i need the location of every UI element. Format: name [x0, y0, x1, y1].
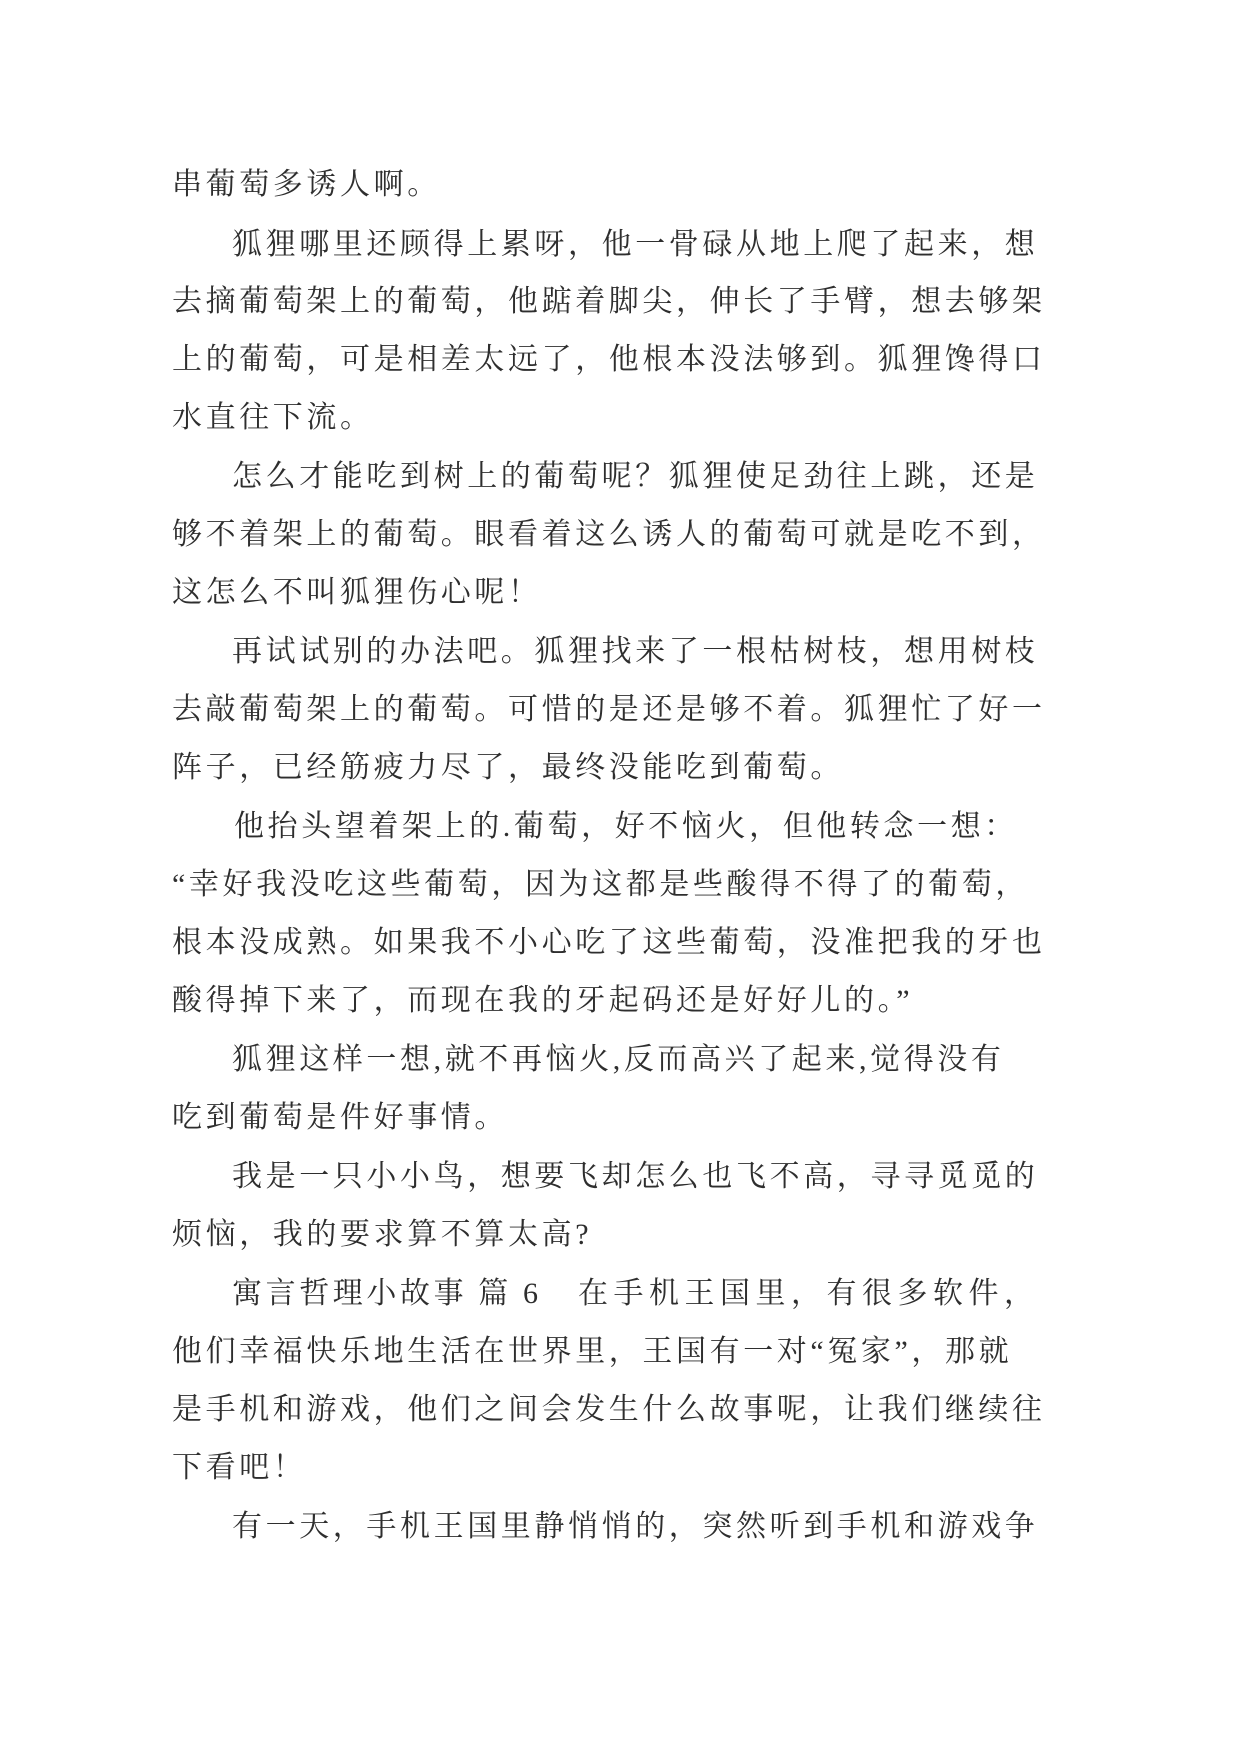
text-line: 我是一只小小鸟，想要飞却怎么也飞不高，寻寻觅觅的	[232, 1160, 1039, 1193]
text-line: 他抬头望着架上的.葡萄，好不恼火，但他转念一想：	[234, 810, 1018, 843]
text-line: 在手机王国里，有很多软件，	[578, 1277, 1040, 1310]
text-line: 上的葡萄，可是相差太远了，他根本没法够到。狐狸馋得口	[172, 343, 1046, 376]
text-line: 这怎么不叫狐狸伤心呢！	[172, 576, 542, 609]
section-heading: 寓言哲理小故事 篇 6	[232, 1277, 542, 1310]
text-line: 够不着架上的葡萄。眼看着这么诱人的葡萄可就是吃不到，	[172, 518, 1046, 551]
text-line: “幸好我没吃这些葡萄，因为这都是些酸得不得了的葡萄，	[172, 868, 1029, 901]
text-line: 酸得掉下来了，而现在我的牙起码还是好好儿的。”	[172, 984, 914, 1017]
text-line: 他们幸福快乐地生活在世界里，王国有一对“冤家”，那就	[172, 1335, 1013, 1368]
text-line: 去敲葡萄架上的葡萄。可惜的是还是够不着。狐狸忙了好一	[172, 693, 1046, 726]
text-line: 吃到葡萄是件好事情。	[172, 1101, 508, 1134]
text-line: 怎么才能吃到树上的葡萄呢？狐狸使足劲往上跳，还是	[232, 460, 1039, 493]
text-line: 下看吧！	[172, 1451, 307, 1484]
text-line: 水直往下流。	[172, 401, 374, 434]
text-line: 再试试别的办法吧。狐狸找来了一根枯树枝，想用树枝	[232, 635, 1039, 668]
text-line: 狐狸哪里还顾得上累呀，他一骨碌从地上爬了起来，想	[232, 228, 1039, 261]
text-line: 是手机和游戏，他们之间会发生什么故事呢，让我们继续往	[172, 1393, 1046, 1426]
text-line: 阵子，已经筋疲力尽了，最终没能吃到葡萄。	[172, 751, 844, 784]
text-line: 有一天，手机王国里静悄悄的，突然听到手机和游戏争	[232, 1510, 1039, 1543]
text-line: 根本没成熟。如果我不小心吃了这些葡萄，没准把我的牙也	[172, 926, 1046, 959]
text-line: 串葡萄多诱人啊。	[172, 168, 441, 201]
text-line: 去摘葡萄架上的葡萄，他踮着脚尖，伸长了手臂，想去够架	[172, 285, 1046, 318]
text-line: 狐狸这样一想,就不再恼火,反而高兴了起来,觉得没有	[232, 1043, 1005, 1076]
text-line: 烦恼，我的要求算不算太高?	[172, 1218, 593, 1251]
